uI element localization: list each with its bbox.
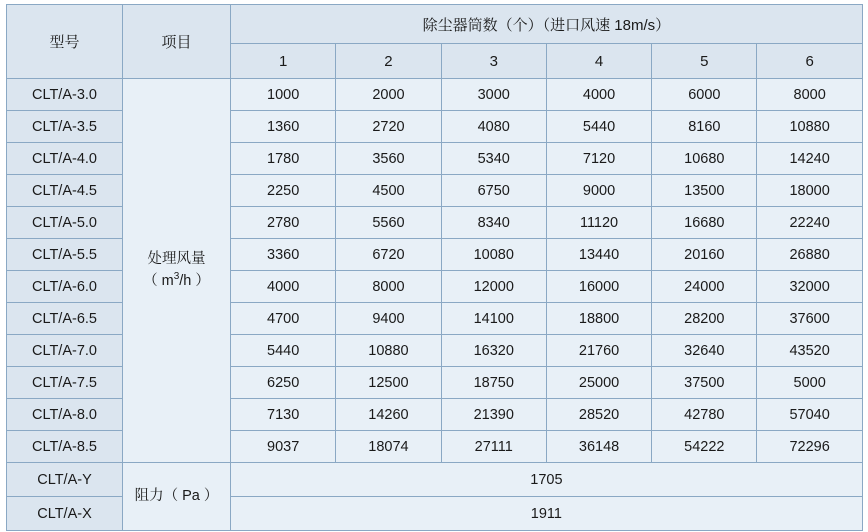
cell-value: 37600 bbox=[757, 303, 862, 335]
cell-value: 4000 bbox=[231, 271, 336, 303]
cell-value: 8340 bbox=[441, 207, 546, 239]
cell-value: 9400 bbox=[336, 303, 441, 335]
cell-value: 1780 bbox=[231, 143, 336, 175]
row-model: CLT/A-7.0 bbox=[7, 335, 123, 367]
row-model: CLT/A-3.5 bbox=[7, 111, 123, 143]
row-model: CLT/A-4.5 bbox=[7, 175, 123, 207]
cell-resistance-value: 1705 bbox=[231, 463, 863, 497]
row-model: CLT/A-8.0 bbox=[7, 399, 123, 431]
cell-value: 8160 bbox=[652, 111, 757, 143]
cell-value: 5560 bbox=[336, 207, 441, 239]
header-model: 型号 bbox=[7, 5, 123, 79]
cell-value: 11120 bbox=[546, 207, 651, 239]
row-model: CLT/A-Y bbox=[7, 463, 123, 497]
cell-value: 4500 bbox=[336, 175, 441, 207]
cell-value: 5000 bbox=[757, 367, 862, 399]
header-col-3: 3 bbox=[441, 44, 546, 79]
cell-value: 18000 bbox=[757, 175, 862, 207]
cell-value: 18074 bbox=[336, 431, 441, 463]
cell-value: 43520 bbox=[757, 335, 862, 367]
row-model: CLT/A-X bbox=[7, 497, 123, 531]
row-model: CLT/A-8.5 bbox=[7, 431, 123, 463]
cell-value: 2780 bbox=[231, 207, 336, 239]
cell-value: 6000 bbox=[652, 79, 757, 111]
cell-value: 18750 bbox=[441, 367, 546, 399]
cell-value: 22240 bbox=[757, 207, 862, 239]
cell-value: 4080 bbox=[441, 111, 546, 143]
cell-value: 5440 bbox=[546, 111, 651, 143]
header-col-1: 1 bbox=[231, 44, 336, 79]
cell-value: 18800 bbox=[546, 303, 651, 335]
cell-value: 3000 bbox=[441, 79, 546, 111]
row-model: CLT/A-5.5 bbox=[7, 239, 123, 271]
cell-value: 1000 bbox=[231, 79, 336, 111]
cell-value: 8000 bbox=[336, 271, 441, 303]
cell-value: 14100 bbox=[441, 303, 546, 335]
cell-value: 6250 bbox=[231, 367, 336, 399]
cell-value: 28520 bbox=[546, 399, 651, 431]
row-model: CLT/A-4.0 bbox=[7, 143, 123, 175]
cell-value: 9000 bbox=[546, 175, 651, 207]
cell-value: 27111 bbox=[441, 431, 546, 463]
cell-value: 10080 bbox=[441, 239, 546, 271]
cell-value: 2000 bbox=[336, 79, 441, 111]
cell-value: 21390 bbox=[441, 399, 546, 431]
cell-value: 2250 bbox=[231, 175, 336, 207]
flow-label-unit: （ $m^3/h$ ） bbox=[143, 271, 210, 289]
cell-value: 1360 bbox=[231, 111, 336, 143]
row-model: CLT/A-6.5 bbox=[7, 303, 123, 335]
cell-value: 54222 bbox=[652, 431, 757, 463]
cell-value: 21760 bbox=[546, 335, 651, 367]
header-col-5: 5 bbox=[652, 44, 757, 79]
cell-value: 2720 bbox=[336, 111, 441, 143]
cell-value: 57040 bbox=[757, 399, 862, 431]
cell-value: 10680 bbox=[652, 143, 757, 175]
table-body bbox=[7, 5, 863, 531]
cell-value: 13440 bbox=[546, 239, 651, 271]
cell-value: 7130 bbox=[231, 399, 336, 431]
cell-value: 26880 bbox=[757, 239, 862, 271]
header-col-4: 4 bbox=[546, 44, 651, 79]
header-row-top bbox=[7, 5, 863, 44]
cell-value: 20160 bbox=[652, 239, 757, 271]
cell-value: 32640 bbox=[652, 335, 757, 367]
cell-value: 4000 bbox=[546, 79, 651, 111]
resistance-row bbox=[7, 463, 863, 497]
cell-value: 13500 bbox=[652, 175, 757, 207]
cell-value: 3560 bbox=[336, 143, 441, 175]
item-label-resistance: 阻力（ Pa ） bbox=[123, 463, 231, 531]
cell-value: 28200 bbox=[652, 303, 757, 335]
cell-value: 72296 bbox=[757, 431, 862, 463]
flow-label-text: 处理风量 bbox=[147, 251, 206, 268]
cell-value: 42780 bbox=[652, 399, 757, 431]
cell-value: 12000 bbox=[441, 271, 546, 303]
cell-value: 16680 bbox=[652, 207, 757, 239]
table-row bbox=[7, 79, 863, 111]
cell-value: 36148 bbox=[546, 431, 651, 463]
row-model: CLT/A-3.0 bbox=[7, 79, 123, 111]
cell-value: 5440 bbox=[231, 335, 336, 367]
header-col-2: 2 bbox=[336, 44, 441, 79]
header-group-cylinder-count: 除尘器筒数（个）（进口风速 18m/s） bbox=[231, 5, 863, 44]
header-col-6: 6 bbox=[757, 44, 862, 79]
cell-value: 37500 bbox=[652, 367, 757, 399]
header-item: 项目 bbox=[123, 5, 231, 79]
row-model: CLT/A-5.0 bbox=[7, 207, 123, 239]
cell-value: 7120 bbox=[546, 143, 651, 175]
cell-value: 4700 bbox=[231, 303, 336, 335]
cell-value: 10880 bbox=[757, 111, 862, 143]
cell-value: 32000 bbox=[757, 271, 862, 303]
fan-specification-table bbox=[6, 4, 863, 531]
cell-value: 8000 bbox=[757, 79, 862, 111]
cell-value: 12500 bbox=[336, 367, 441, 399]
cell-value: 16320 bbox=[441, 335, 546, 367]
cell-value: 24000 bbox=[652, 271, 757, 303]
cell-value: 16000 bbox=[546, 271, 651, 303]
cell-resistance-value: 1911 bbox=[231, 497, 863, 531]
cell-value: 9037 bbox=[231, 431, 336, 463]
row-model: CLT/A-7.5 bbox=[7, 367, 123, 399]
cell-value: 6750 bbox=[441, 175, 546, 207]
cell-value: 10880 bbox=[336, 335, 441, 367]
item-label-flow-rate bbox=[123, 79, 231, 463]
cell-value: 6720 bbox=[336, 239, 441, 271]
cell-value: 25000 bbox=[546, 367, 651, 399]
cell-value: 5340 bbox=[441, 143, 546, 175]
cell-value: 3360 bbox=[231, 239, 336, 271]
cell-value: 14240 bbox=[757, 143, 862, 175]
row-model: CLT/A-6.0 bbox=[7, 271, 123, 303]
cell-value: 14260 bbox=[336, 399, 441, 431]
